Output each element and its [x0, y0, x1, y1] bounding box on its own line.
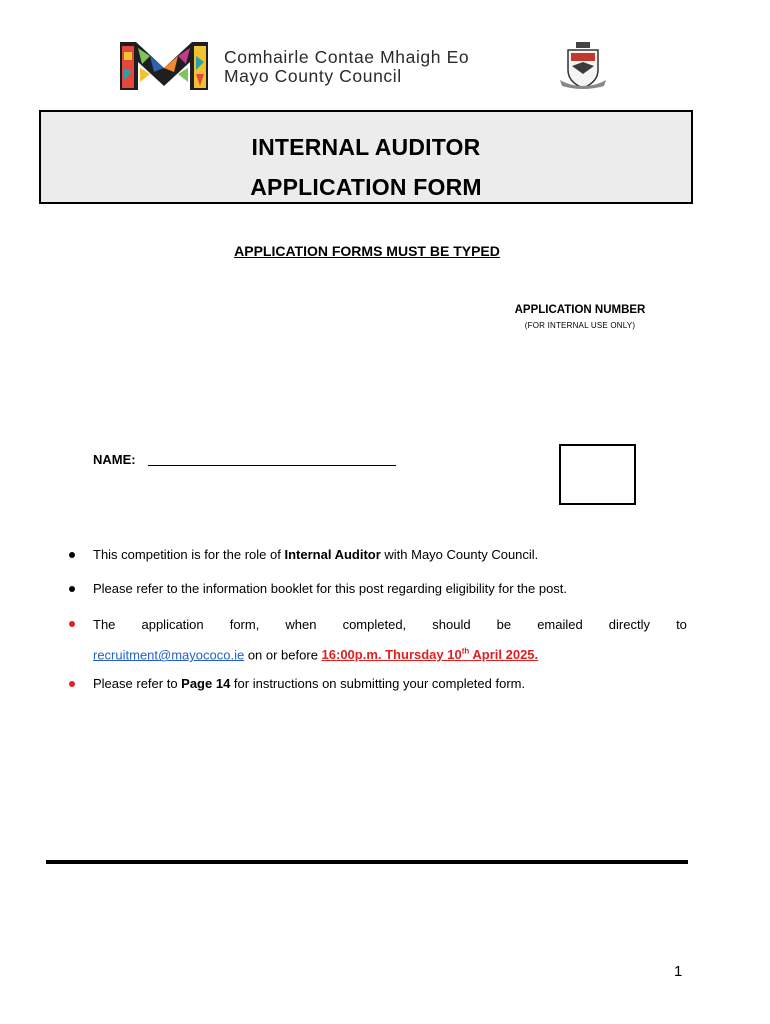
bullet-role-bold: Internal Auditor	[284, 547, 381, 562]
word: when	[285, 617, 317, 632]
recruitment-email-link[interactable]: recruitment@mayococo.ie	[93, 647, 245, 663]
bullet-instructions	[93, 675, 525, 693]
bullet-role-suffix: with Mayo County Council.	[380, 547, 539, 562]
bullet-eligibility: Please refer to the information booklet for this post regarding eligibility for the post.	[93, 581, 568, 596]
council-name-irish: Comhairle Contae Mhaigh Eo	[224, 47, 470, 67]
bullet-role	[93, 546, 538, 564]
name-input-line[interactable]	[148, 465, 396, 466]
bullet-marker-red	[69, 621, 75, 627]
word: to	[676, 617, 687, 632]
bullet-instructions-bold: Page 14	[181, 676, 231, 691]
title-line-2: APPLICATION FORM	[250, 174, 482, 200]
deadline-connector: on or before	[244, 647, 322, 663]
word: completed,	[342, 617, 407, 632]
title-line-1: INTERNAL AUDITOR	[251, 134, 481, 160]
mayo-m-logo-icon	[120, 42, 208, 90]
council-crest-icon	[558, 40, 608, 90]
word: be	[496, 617, 512, 632]
word: form,	[229, 617, 260, 632]
deadline-date: 16:00p.m. Thursday 10	[321, 647, 462, 663]
council-name	[224, 48, 469, 86]
word: application	[141, 617, 204, 632]
word: The	[93, 617, 116, 632]
title-box	[39, 110, 693, 204]
word: emailed	[537, 617, 583, 632]
application-number-sublabel: (FOR INTERNAL USE ONLY)	[524, 321, 636, 330]
bullet-email-line-1	[93, 616, 687, 634]
deadline	[322, 647, 539, 662]
bottom-divider	[46, 860, 688, 864]
name-label: NAME:	[93, 452, 136, 467]
page-number: 1	[674, 963, 683, 980]
typed-notice: APPLICATION FORMS MUST BE TYPED	[234, 243, 500, 259]
deadline-month: April 2025.	[469, 647, 539, 663]
application-number-label: APPLICATION NUMBER	[514, 304, 646, 316]
bullet-instructions-prefix: Please refer to	[93, 676, 182, 691]
bullet-role-prefix: This competition is for the role of	[93, 547, 285, 562]
bullet-email-line-2	[93, 643, 538, 664]
deadline-suffix: th	[461, 647, 470, 656]
word: directly	[608, 617, 650, 632]
bullet-marker	[69, 552, 75, 558]
bullet-instructions-suffix: for instructions on submitting your completed form.	[230, 676, 526, 691]
word: should	[432, 617, 471, 632]
bullet-marker-red	[69, 681, 75, 687]
bullet-marker	[69, 586, 75, 592]
council-name-english: Mayo County Council	[224, 66, 402, 86]
application-number-box	[559, 444, 636, 505]
